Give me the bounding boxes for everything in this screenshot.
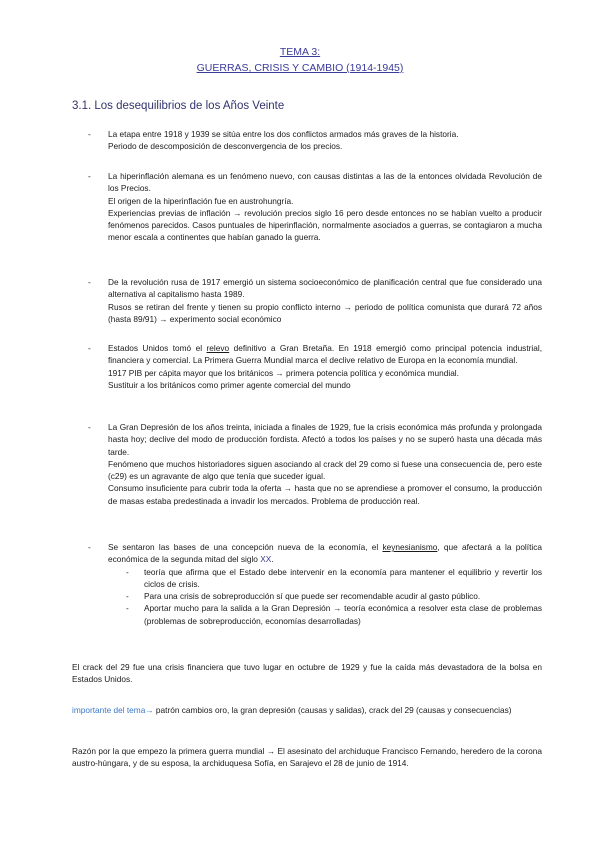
bullet-line: Se sentaron las bases de una concepción nueva de la economía, el keynesianismo, que afectará a la política económica de la segunda mitad del siglo XX. <box>108 542 542 565</box>
bullet-dash: - <box>126 591 129 602</box>
sub-bullet-text: Para una crisis de sobreproducción sí que puede ser recomendable acudir al gasto público. <box>144 591 481 602</box>
reason-paragraph: Razón por la que empezo la primera guerra mundial → El asesinato del archiduque Francisco Fernando, heredero de la corona austro-húngara, y de su esposa, la archiduquesa Sofía, en Sarajevo el 28 de junio de 1914. <box>72 746 542 769</box>
sub-bullet-item <box>126 590 542 602</box>
sub-bullet-item <box>126 566 542 591</box>
century-numeral: XX <box>260 554 272 565</box>
bullet-line: 1917 PIB per cápita mayor que los británicos → primera potencia política y económica mundial. <box>108 367 459 378</box>
document-title-line2: GUERRAS, CRISIS Y CAMBIO (1914-1945) <box>196 62 404 74</box>
document-title-line1: TEMA 3: <box>279 46 321 58</box>
bullet-line: La hiperinflación alemana es un fenómeno nuevo, con causas distintas a las de la entonces olvidada Revolución de los Precios. <box>108 171 542 194</box>
bullet-line: Sustituir a los británicos como primer agente comercial del mundo <box>108 379 351 390</box>
bullet-dash: - <box>88 542 91 552</box>
bullet-line: Consumo insuficiente para cubrir toda la oferta → hasta que no se aprendiese a promover el consumo, la producción de masas estaba predestinada a invadir los mercados. Problema de producción real. <box>108 483 542 506</box>
bullet-line: Fenómeno que muchos historiadores siguen asociando al crack del 29 como si fuese una consecuencia de, pero este (c29) es un agravante de algo que tenía que suceder igual. <box>108 458 542 482</box>
sub-bullet-text: teoría que afirma que el Estado debe intervenir en la economía para mantener el equilibrio y revertir los ciclos de crisis. <box>144 566 542 589</box>
bullet-line: Periodo de descomposición de desconvergencia de los precios. <box>108 141 343 152</box>
important-text: patrón cambios oro, la gran depresión (causas y salidas), crack del 29 (causas y consecuencias) <box>153 705 512 715</box>
bullet-dash: - <box>88 129 91 139</box>
bullet-line: La etapa entre 1918 y 1939 se sitúa entre los dos conflictos armados más graves de la historia. <box>108 129 459 139</box>
bullet-item-2 <box>72 170 542 244</box>
bullet-line: Experiencias previas de inflación → revolución precios siglo 16 pero desde entonces no se habían vuelto a producir fenómenos parecidos. Casos puntuales de hiperinflación, normalmente asociados a guerras, se contagiaron a mucha menor escala a continentes que habían ganado la guerra. <box>108 207 542 243</box>
bullet-item-1 <box>72 128 542 153</box>
bullet-dash: - <box>88 422 91 432</box>
underlined-term: keynesianismo <box>382 542 438 552</box>
bullet-line: La Gran Depresión de los años treinta, iniciada a finales de 1929, fue la crisis económica más profunda y prolongada hasta hoy; declive del modo de producción fordista. Afectó a todos los países y no se superó hasta una década más tarde. <box>108 422 542 457</box>
sub-bullet-item <box>126 602 542 627</box>
bullet-line: De la revolución rusa de 1917 emergió un sistema socioeconómico de planificación central que fue considerado una alternativa al capitalismo hasta 1989. <box>108 277 542 300</box>
bullet-item-keynesianismo <box>72 541 542 627</box>
important-note <box>72 704 542 716</box>
bullet-item-5 <box>72 421 542 507</box>
bullet-dash: - <box>126 603 129 614</box>
sub-bullet-text: Aportar mucho para la salida a la Gran Depresión → teoría económica a resolver esta clase de problemas (problemas de sobreproducción, economías desarrolladas) <box>144 603 542 626</box>
bullet-dash: - <box>126 566 129 577</box>
important-label: importante del tema→ <box>72 705 154 715</box>
bullet-line: Estados Unidos tomó el relevo definitivo a Gran Bretaña. En 1918 emergió como principal potencia industrial, financiera y comercial. La Primera Guerra Mundial marca el declive relativo de Europa en la economía mundial. <box>108 343 543 366</box>
bullet-dash: - <box>88 171 91 181</box>
bullet-dash: - <box>88 277 91 287</box>
bullet-dash: - <box>88 343 91 353</box>
bullet-line: El origen de la hiperinflación fue en austrohungría. <box>108 195 294 206</box>
crack-paragraph: El crack del 29 fue una crisis financiera que tuvo lugar en octubre de 1929 y fue la caída más devastadora de la bolsa en Estados Unidos. <box>72 662 542 685</box>
underlined-term: relevo <box>206 343 230 353</box>
section-heading: 3.1. Los desequilibrios de los Años Veinte <box>72 100 285 112</box>
bullet-line: Rusos se retiran del frente y tienen su propio conflicto interno → periodo de política comunista que durará 72 años (hasta 89/91) → experimento social económico <box>108 301 542 324</box>
bullet-item-4 <box>72 342 542 391</box>
bullet-item-3 <box>72 276 542 325</box>
